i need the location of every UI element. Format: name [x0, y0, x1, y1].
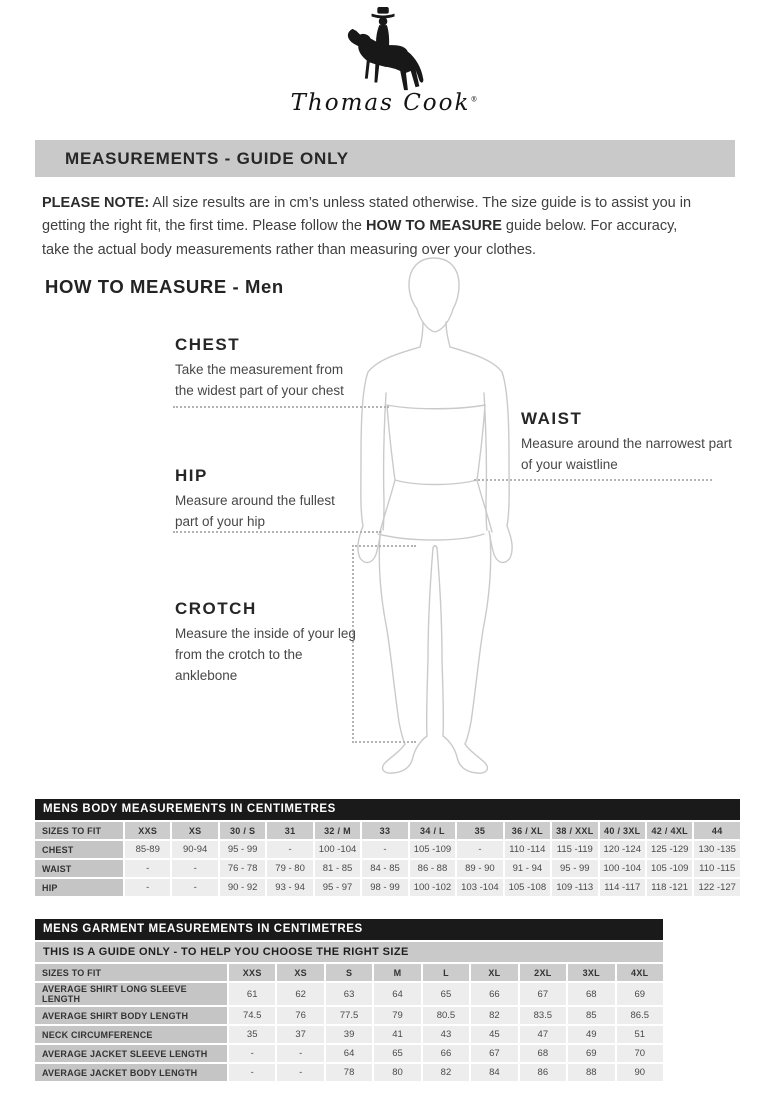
- measurement-cell: 85-89: [125, 841, 170, 858]
- measurement-cell: 68: [520, 1045, 566, 1062]
- measurement-cell: 67: [471, 1045, 517, 1062]
- measurement-cell: 95 - 99: [552, 860, 597, 877]
- body-table-header-row: [35, 822, 740, 839]
- measurement-cell: 130 -135: [694, 841, 740, 858]
- hip-description: Measure around the fullest part of your hip: [175, 493, 335, 529]
- measurement-cell: 77.5: [326, 1007, 372, 1024]
- measurement-cell: 51: [617, 1026, 664, 1043]
- body-measurements-grid: [33, 820, 742, 898]
- measurement-cell: 110 -114: [505, 841, 550, 858]
- waist-label: WAIST: [521, 409, 583, 428]
- mens-body-measurements-table: [35, 799, 740, 898]
- measurement-cell: 63: [326, 983, 372, 1005]
- garment-table-header-row: [35, 964, 663, 981]
- row-label: HIP: [35, 879, 123, 896]
- measurement-cell: 67: [520, 983, 566, 1005]
- note-after: guide below. For accuracy, take the actual body measurements rather than measuring over your clothes.: [42, 218, 678, 258]
- horse-rider-icon: [341, 6, 427, 92]
- waist-annotation: [521, 409, 736, 476]
- row-label: AVERAGE SHIRT LONG SLEEVE LENGTH: [35, 983, 227, 1005]
- measurement-cell: 118 -121: [647, 879, 692, 896]
- measurement-cell: 83.5: [520, 1007, 566, 1024]
- row-label: AVERAGE JACKET BODY LENGTH: [35, 1064, 227, 1081]
- measurement-cell: 39: [326, 1026, 372, 1043]
- chest-annotation: [175, 335, 365, 402]
- measurement-cell: 45: [471, 1026, 517, 1043]
- measurement-cell: 95 - 99: [220, 841, 265, 858]
- measurement-cell: 110 -115: [694, 860, 740, 877]
- row-label: AVERAGE SHIRT BODY LENGTH: [35, 1007, 227, 1024]
- how-to-measure-title: HOW TO MEASURE - Men: [45, 276, 284, 297]
- chest-measure-line: [173, 406, 389, 408]
- measurement-cell: 90-94: [172, 841, 217, 858]
- brand-name: [0, 90, 768, 116]
- measurements-title-bar: [35, 140, 735, 177]
- size-column-header: S: [326, 964, 372, 981]
- size-column-header: 2XL: [520, 964, 566, 981]
- measurement-cell: 65: [374, 1045, 420, 1062]
- size-column-header: 35: [457, 822, 502, 839]
- note-before: All size results are in cm’s unless stated otherwise. The size guide is to assist you in getting the right fit, the first time. Please follow the: [42, 195, 692, 235]
- brand-logo: [0, 0, 768, 116]
- size-column-header: XL: [471, 964, 517, 981]
- sizes-to-fit-header: SIZES TO FIT: [35, 964, 227, 981]
- measurement-cell: 98 - 99: [362, 879, 407, 896]
- measurement-cell: 66: [471, 983, 517, 1005]
- measurement-cell: 95 - 97: [315, 879, 360, 896]
- garment-table-title: MENS GARMENT MEASUREMENTS IN CENTIMETRES: [35, 919, 663, 940]
- size-column-header: 33: [362, 822, 407, 839]
- measurement-cell: 91 - 94: [505, 860, 550, 877]
- size-column-header: 44: [694, 822, 740, 839]
- measurement-cell: 109 -113: [552, 879, 597, 896]
- measurement-cell: 86: [520, 1064, 566, 1081]
- size-column-header: 42 / 4XL: [647, 822, 692, 839]
- measurement-cell: 114 -117: [600, 879, 645, 896]
- waist-measure-line: [474, 479, 712, 481]
- measurement-cell: 88: [568, 1064, 614, 1081]
- table-row: [35, 879, 740, 896]
- measurement-cell: 70: [617, 1045, 664, 1062]
- measurement-cell: 47: [520, 1026, 566, 1043]
- row-label: CHEST: [35, 841, 123, 858]
- measurement-cell: 115 -119: [552, 841, 597, 858]
- measurement-cell: 79 - 80: [267, 860, 312, 877]
- size-column-header: 36 / XL: [505, 822, 550, 839]
- table-row: [35, 841, 740, 858]
- chest-label: CHEST: [175, 335, 241, 354]
- measurement-cell: -: [125, 860, 170, 877]
- measurement-cell: 78: [326, 1064, 372, 1081]
- measurement-cell: 69: [617, 983, 664, 1005]
- measurement-cell: 35: [229, 1026, 275, 1043]
- crotch-description: Measure the inside of your leg from the crotch to the anklebone: [175, 626, 356, 683]
- measurement-cell: 43: [423, 1026, 469, 1043]
- measurement-cell: 105 -109: [647, 860, 692, 877]
- measurement-cell: 69: [568, 1045, 614, 1062]
- size-column-header: 40 / 3XL: [600, 822, 645, 839]
- measurement-cell: 100 -104: [315, 841, 360, 858]
- brand-name-text: Thomas Cook: [290, 90, 471, 116]
- measurement-cell: -: [229, 1064, 275, 1081]
- measurement-cell: 79: [374, 1007, 420, 1024]
- garment-table-subtitle: THIS IS A GUIDE ONLY - TO HELP YOU CHOOSE THE RIGHT SIZE: [35, 942, 663, 962]
- crotch-label: CROTCH: [175, 599, 257, 618]
- table-row: [35, 1026, 663, 1043]
- measurement-cell: 81 - 85: [315, 860, 360, 877]
- measurement-cell: -: [267, 841, 312, 858]
- mens-garment-measurements-table: [35, 919, 663, 1083]
- measurement-cell: -: [172, 879, 217, 896]
- measurement-cell: 64: [374, 983, 420, 1005]
- size-column-header: 38 / XXL: [552, 822, 597, 839]
- measurement-cell: 41: [374, 1026, 420, 1043]
- measurement-cell: 66: [423, 1045, 469, 1062]
- sizes-to-fit-header: SIZES TO FIT: [35, 822, 123, 839]
- measurement-cell: -: [457, 841, 502, 858]
- size-column-header: 34 / L: [410, 822, 455, 839]
- measurement-cell: 82: [423, 1064, 469, 1081]
- measurement-cell: 68: [568, 983, 614, 1005]
- size-column-header: 31: [267, 822, 312, 839]
- hip-label: HIP: [175, 466, 208, 485]
- table-row: [35, 1007, 663, 1024]
- size-column-header: M: [374, 964, 420, 981]
- size-column-header: XS: [277, 964, 323, 981]
- note-label: PLEASE NOTE:: [42, 195, 150, 211]
- measurement-cell: 82: [471, 1007, 517, 1024]
- measurement-cell: 105 -109: [410, 841, 455, 858]
- measurement-cell: 64: [326, 1045, 372, 1062]
- size-column-header: 32 / M: [315, 822, 360, 839]
- measurement-cell: 74.5: [229, 1007, 275, 1024]
- measurement-cell: 76: [277, 1007, 323, 1024]
- size-column-header: XS: [172, 822, 217, 839]
- measurement-cell: -: [229, 1045, 275, 1062]
- measurement-cell: -: [277, 1045, 323, 1062]
- size-column-header: L: [423, 964, 469, 981]
- measurement-cell: 90 - 92: [220, 879, 265, 896]
- measurement-cell: 80.5: [423, 1007, 469, 1024]
- measurement-cell: 105 -108: [505, 879, 550, 896]
- size-column-header: XXS: [229, 964, 275, 981]
- size-column-header: 4XL: [617, 964, 664, 981]
- chest-description: Take the measurement from the widest part of your chest: [175, 362, 344, 398]
- table-row: [35, 1045, 663, 1062]
- measurement-cell: 86.5: [617, 1007, 664, 1024]
- registered-mark: ®: [470, 95, 478, 104]
- page-title: MEASUREMENTS - GUIDE ONLY: [65, 148, 349, 168]
- measurement-cell: 125 -129: [647, 841, 692, 858]
- measurement-cell: 100 -102: [410, 879, 455, 896]
- measurement-cell: -: [172, 860, 217, 877]
- measurement-cell: -: [277, 1064, 323, 1081]
- size-column-header: XXS: [125, 822, 170, 839]
- measurement-cell: 89 - 90: [457, 860, 502, 877]
- measurement-cell: 37: [277, 1026, 323, 1043]
- measurement-cell: 85: [568, 1007, 614, 1024]
- measurement-cell: -: [125, 879, 170, 896]
- table-row: [35, 1064, 663, 1081]
- please-note-text: [42, 192, 707, 262]
- measurement-cell: 80: [374, 1064, 420, 1081]
- crotch-annotation: [175, 599, 360, 687]
- measurement-cell: 120 -124: [600, 841, 645, 858]
- size-column-header: 30 / S: [220, 822, 265, 839]
- garment-measurements-grid: [33, 962, 665, 1083]
- crotch-measure-line: [352, 545, 416, 743]
- measurement-cell: 49: [568, 1026, 614, 1043]
- measurement-cell: 90: [617, 1064, 664, 1081]
- table-row: [35, 983, 663, 1005]
- measurement-cell: 100 -104: [600, 860, 645, 877]
- measurement-cell: 84 - 85: [362, 860, 407, 877]
- row-label: WAIST: [35, 860, 123, 877]
- row-label: AVERAGE JACKET SLEEVE LENGTH: [35, 1045, 227, 1062]
- table-row: [35, 860, 740, 877]
- note-bold: HOW TO MEASURE: [366, 218, 502, 235]
- measurement-cell: 61: [229, 983, 275, 1005]
- measurement-cell: 76 - 78: [220, 860, 265, 877]
- waist-description: Measure around the narrowest part of your waistline: [521, 436, 732, 472]
- measurement-cell: 93 - 94: [267, 879, 312, 896]
- measurement-cell: -: [362, 841, 407, 858]
- measurement-cell: 86 - 88: [410, 860, 455, 877]
- row-label: NECK CIRCUMFERENCE: [35, 1026, 227, 1043]
- measurement-cell: 84: [471, 1064, 517, 1081]
- size-column-header: 3XL: [568, 964, 614, 981]
- measurement-cell: 65: [423, 983, 469, 1005]
- body-table-title: MENS BODY MEASUREMENTS IN CENTIMETRES: [35, 799, 740, 820]
- hip-annotation: [175, 466, 345, 533]
- measurement-cell: 62: [277, 983, 323, 1005]
- measurement-cell: 103 -104: [457, 879, 502, 896]
- measurement-cell: 122 -127: [694, 879, 740, 896]
